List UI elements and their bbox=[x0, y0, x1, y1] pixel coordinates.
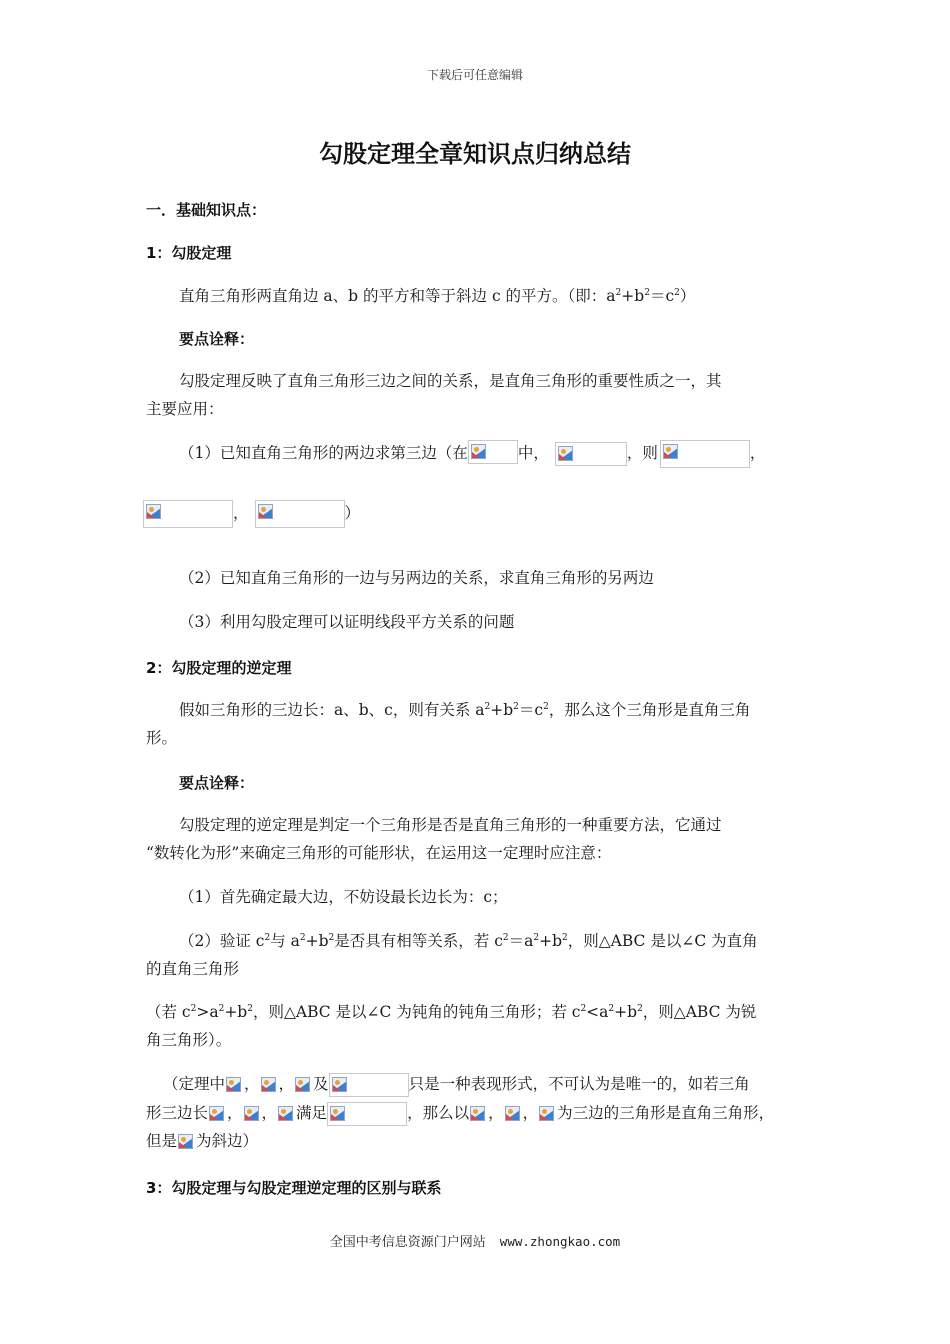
note-text: 只是一种表现形式，不可认为是唯一的，如若三角 bbox=[408, 1075, 750, 1093]
broken-image-icon bbox=[471, 444, 486, 459]
note-text: ，则△ABC 为锐 bbox=[642, 1003, 757, 1021]
formula-image bbox=[226, 1076, 243, 1094]
note-text: 为斜边） bbox=[196, 1132, 259, 1150]
note-text: +b bbox=[224, 1003, 248, 1021]
note-text: 形三边长 bbox=[146, 1104, 209, 1122]
note-text: （2）验证 c bbox=[179, 932, 265, 950]
note-text: +b bbox=[539, 932, 563, 950]
superscript: 2 bbox=[543, 701, 549, 712]
document-title: 勾股定理全章知识点归纳总结 bbox=[319, 140, 631, 168]
formula-image bbox=[143, 500, 233, 528]
superscript: 2 bbox=[562, 932, 568, 943]
broken-image-icon bbox=[226, 1077, 241, 1092]
paragraph-line: 形。 bbox=[146, 729, 178, 747]
statement-text-c: ＝c bbox=[649, 287, 675, 305]
note-text: ， bbox=[261, 1104, 278, 1122]
subsection-heading-difference: 3：勾股定理与勾股定理逆定理的区别与联系 bbox=[146, 1179, 442, 1197]
broken-image-icon bbox=[261, 1077, 276, 1092]
formula-image bbox=[468, 440, 518, 464]
list-item-1-continued bbox=[143, 500, 360, 528]
superscript: 2 bbox=[218, 1003, 225, 1014]
formula-image bbox=[244, 1105, 261, 1123]
note-text: +b bbox=[305, 932, 329, 950]
footer-site-name: 全国中考信息资源门户网站 bbox=[329, 1235, 486, 1250]
broken-image-icon bbox=[470, 1106, 485, 1121]
item-text: （1）已知直角三角形的两边求第三边（在 bbox=[179, 444, 468, 462]
statement-text: 假如三角形的三边长：a、b、c，则有关系 a bbox=[179, 701, 485, 719]
note-2 bbox=[179, 928, 758, 954]
statement-text-b: +b bbox=[621, 287, 645, 305]
item-text: 中， bbox=[517, 444, 549, 462]
broken-image-icon bbox=[178, 1134, 193, 1149]
superscript: 2 bbox=[299, 932, 306, 943]
note-text: ， bbox=[244, 1075, 260, 1093]
paragraph-line: “数转化为形”来确定三角形的可能形状，在运用这一定理时应注意： bbox=[146, 844, 612, 862]
item-text: ，则 bbox=[626, 444, 658, 462]
note-text: +b bbox=[614, 1003, 638, 1021]
subsection-heading-converse: 2：勾股定理的逆定理 bbox=[146, 659, 292, 677]
broken-image-icon bbox=[258, 504, 273, 519]
formula-image bbox=[278, 1105, 295, 1123]
note-text: 满足 bbox=[296, 1104, 328, 1122]
superscript: 2 bbox=[580, 1003, 587, 1014]
superscript: 2 bbox=[247, 1003, 253, 1014]
note-1: （1）首先确定最大边，不妨设最长边长为：c； bbox=[179, 888, 508, 906]
formula-image bbox=[327, 1102, 407, 1126]
note-text: ，则△ABC 是以∠C 为直角 bbox=[567, 932, 758, 950]
broken-image-icon bbox=[278, 1106, 293, 1121]
broken-image-icon bbox=[244, 1106, 259, 1121]
paragraph-line: 的直角三角形 bbox=[146, 960, 240, 978]
list-item-1 bbox=[179, 440, 765, 468]
formula-image bbox=[539, 1105, 556, 1123]
statement-text: ，那么这个三角形是直角三角 bbox=[548, 701, 751, 719]
formula-image bbox=[329, 1073, 409, 1097]
broken-image-icon bbox=[663, 444, 678, 459]
broken-image-icon bbox=[505, 1106, 520, 1121]
note-3 bbox=[146, 999, 756, 1025]
statement-text-d: ） bbox=[679, 287, 696, 305]
item-text: ， bbox=[233, 504, 249, 522]
converse-statement bbox=[179, 697, 750, 723]
superscript: 2 bbox=[502, 932, 509, 943]
formula-image bbox=[295, 1076, 312, 1094]
section-heading-basics: 一．基础知识点： bbox=[146, 201, 267, 219]
key-points-label: 要点诠释： bbox=[179, 330, 255, 348]
note-text: ，那么以 bbox=[407, 1104, 470, 1122]
broken-image-icon bbox=[332, 1077, 347, 1092]
formula-image bbox=[178, 1133, 195, 1151]
formula-image bbox=[470, 1105, 487, 1123]
note-text: ＝a bbox=[508, 932, 534, 950]
broken-image-icon bbox=[558, 446, 573, 461]
note-text: 及 bbox=[313, 1075, 329, 1093]
note-text: 是否具有相等关系，若 c bbox=[334, 932, 503, 950]
note-4-line-2 bbox=[146, 1100, 774, 1126]
paragraph-line: 角三角形）。 bbox=[146, 1031, 232, 1049]
broken-image-icon bbox=[209, 1106, 224, 1121]
statement-text: +b bbox=[490, 701, 514, 719]
key-points-label: 要点诠释： bbox=[179, 774, 255, 792]
header-note: 下载后可任意编辑 bbox=[426, 68, 523, 82]
superscript: 2 bbox=[674, 287, 680, 298]
item-text: ， bbox=[749, 444, 766, 462]
theorem-statement bbox=[179, 283, 695, 309]
note-text: 与 a bbox=[270, 932, 300, 950]
statement-text: ＝c bbox=[518, 701, 544, 719]
note-text: （若 c bbox=[146, 1003, 191, 1021]
broken-image-icon bbox=[146, 504, 161, 519]
formula-image bbox=[555, 442, 627, 466]
list-item-2: （2）已知直角三角形的一边与另两边的关系，求直角三角形的另两边 bbox=[179, 569, 654, 587]
paragraph-line: 勾股定理的逆定理是判定一个三角形是否是直角三角形的一种重要方法，它通过 bbox=[179, 816, 722, 834]
note-text: ，则△ABC 是以∠C 为钝角的钝角三角形；若 c bbox=[252, 1003, 581, 1021]
note-text: ， bbox=[522, 1104, 539, 1122]
superscript: 2 bbox=[615, 287, 622, 298]
formula-image bbox=[505, 1105, 522, 1123]
paragraph-line: 主要应用： bbox=[146, 400, 224, 418]
broken-image-icon bbox=[330, 1106, 345, 1121]
formula-image bbox=[255, 500, 345, 528]
superscript: 2 bbox=[264, 932, 271, 943]
note-text: ， bbox=[278, 1075, 295, 1093]
superscript: 2 bbox=[190, 1003, 197, 1014]
broken-image-icon bbox=[295, 1077, 310, 1092]
superscript: 2 bbox=[533, 932, 540, 943]
statement-text-a: 直角三角形两直角边 a、b 的平方和等于斜边 c 的平方。（即：a bbox=[179, 287, 616, 305]
note-text: >a bbox=[196, 1003, 219, 1021]
note-text: （定理中 bbox=[163, 1075, 226, 1093]
note-text: <a bbox=[586, 1003, 609, 1021]
footer-note bbox=[0, 1231, 950, 1250]
broken-image-icon bbox=[539, 1106, 554, 1121]
superscript: 2 bbox=[328, 932, 335, 943]
formula-image bbox=[261, 1076, 278, 1094]
subsection-heading-pythagorean: 1：勾股定理 bbox=[146, 244, 232, 262]
superscript: 2 bbox=[644, 287, 650, 298]
note-4 bbox=[163, 1071, 750, 1097]
item-text: ） bbox=[344, 504, 361, 522]
list-item-3: （3）利用勾股定理可以证明线段平方关系的问题 bbox=[179, 613, 515, 631]
superscript: 2 bbox=[513, 701, 519, 712]
note-text: 但是 bbox=[146, 1132, 178, 1150]
superscript: 2 bbox=[484, 701, 491, 712]
paragraph-line: 勾股定理反映了直角三角形三边之间的关系，是直角三角形的重要性质之一，其 bbox=[179, 372, 722, 390]
formula-image bbox=[209, 1105, 226, 1123]
superscript: 2 bbox=[637, 1003, 643, 1014]
footer-url[interactable]: www.zhongkao.com bbox=[499, 1234, 621, 1249]
note-text: ， bbox=[488, 1104, 504, 1122]
superscript: 2 bbox=[608, 1003, 615, 1014]
note-4-line-3 bbox=[146, 1128, 258, 1154]
formula-image bbox=[660, 440, 750, 468]
note-text: 为三边的三角形是直角三角形， bbox=[557, 1104, 775, 1122]
note-text: ， bbox=[227, 1104, 243, 1122]
